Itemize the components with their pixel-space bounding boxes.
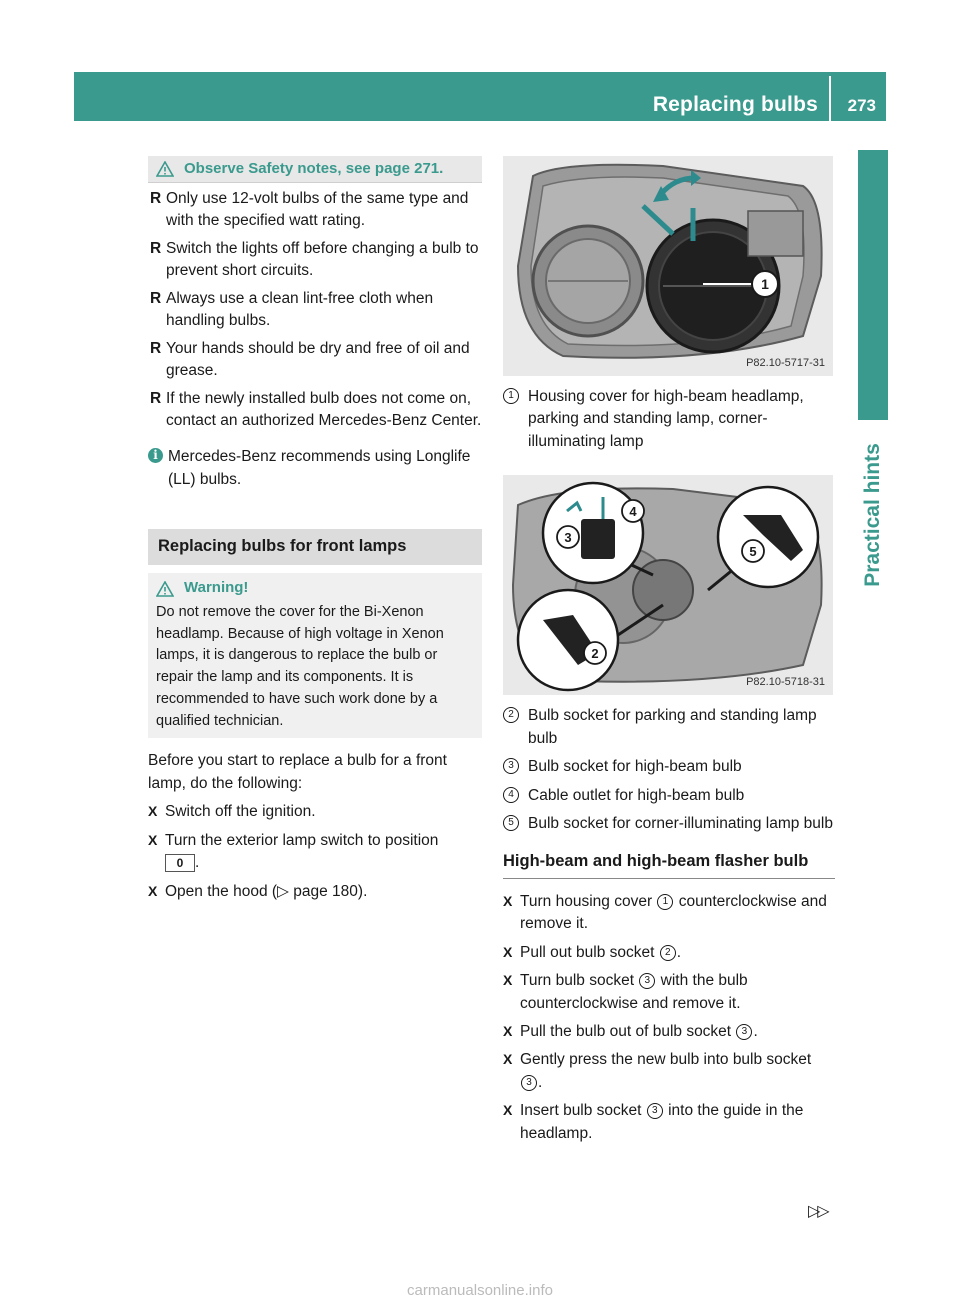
list-item: R If the newly installed bulb does not come on, contact an authorized Mercedes-Benz Center.	[150, 389, 482, 429]
inline-callout: 3	[647, 1103, 663, 1119]
list-item: R Only use 12-volt bulbs of the same type and with the specified watt rating.	[150, 189, 469, 230]
callout-1: 1	[761, 276, 769, 292]
caption-item	[503, 813, 835, 835]
page-header	[74, 72, 886, 121]
step-text-end: .	[676, 943, 682, 961]
list-item: R Switch the lights off before changing a bulb to prevent short circuits.	[150, 239, 479, 280]
warning-box	[148, 573, 482, 738]
info-note	[148, 446, 482, 491]
side-tab	[858, 425, 888, 605]
bulb-socket-illustration	[503, 475, 833, 695]
step-text-end: counterclockwise and remove it.	[520, 892, 827, 933]
info-icon: i	[148, 448, 163, 463]
caption-number: 5	[503, 815, 519, 831]
warning-title-text: Warning!	[184, 579, 249, 597]
bullet-text: Only use 12-volt bulbs of the same type and with the specified watt rating.	[166, 189, 469, 230]
callout-4: 4	[629, 504, 637, 520]
caption-item	[503, 785, 835, 807]
info-text: Mercedes-Benz recommends using Longlife (LL) bulbs.	[168, 448, 471, 488]
step-item: X Turn bulb socket 3 with the bulb counterclockwise and remove it.	[503, 972, 748, 1012]
list-item: R Your hands should be dry and free of oil and grease.	[150, 339, 470, 380]
bullet-text: Your hands should be dry and free of oil and grease.	[166, 339, 470, 380]
step-text: Switch off the ignition.	[165, 803, 316, 821]
step-text: Insert bulb socket	[520, 1102, 642, 1120]
step-item: X Pull out bulb socket 2 .	[503, 943, 682, 961]
step-item: X Pull the bulb out of bulb socket 3 .	[503, 1023, 758, 1041]
caption-number: 4	[503, 787, 519, 803]
step-item: X Switch off the ignition.	[148, 803, 316, 821]
page-number: 273	[847, 96, 876, 115]
callout-2: 2	[591, 646, 599, 662]
step-text: Gently press the new bulb into bulb socket	[520, 1051, 812, 1069]
bullet-text: Always use a clean lint-free cloth when handling bulbs.	[166, 289, 434, 330]
continue-marker: ▷▷	[808, 1203, 827, 1220]
right-column	[503, 156, 835, 1145]
bullet-text: Switch the lights off before changing a bulb to prevent short circuits.	[166, 239, 479, 280]
step-text-end: .	[195, 854, 200, 872]
figure-code: P82.10-5718-31	[746, 676, 825, 689]
step-text-end: .	[538, 1073, 543, 1091]
headlamp-figure-1	[503, 156, 833, 376]
list-item: R Always use a clean lint-free cloth when handling bulbs.	[150, 289, 434, 330]
section-title: Replacing bulbs for front lamps	[148, 529, 482, 565]
step-item: X Turn housing cover 1 counterclockwise and remove it.	[503, 892, 827, 933]
step-text: Turn bulb socket	[520, 972, 635, 990]
caption-number: 3	[503, 758, 519, 774]
site-watermark[interactable]: carmanualsonline.info	[407, 1282, 553, 1299]
safety-note-text: Observe Safety notes, see page 271.	[184, 160, 444, 177]
step-item: X Gently press the new bulb into bulb socket 3 .	[503, 1051, 812, 1091]
headlamp-housing-illustration	[503, 156, 833, 376]
callout-3: 3	[564, 530, 572, 546]
caption-number: 2	[503, 707, 519, 723]
caption-item	[503, 705, 835, 750]
warning-text: Do not remove the cover for the Bi-Xenon headlamp. Because of high voltage in Xenon lamps, it is dangerous to replace the bulb or repair the lamp and its components. It is recommended to have such work done by a qualified technician.	[156, 603, 444, 729]
step-text-end: .	[753, 1023, 758, 1041]
caption-text: Bulb socket for corner-illuminating lamp bulb	[528, 815, 833, 833]
figure-code: P82.10-5717-31	[746, 357, 825, 370]
warning-triangle-icon	[156, 581, 174, 597]
header-title: Replacing bulbs	[652, 93, 818, 116]
caption-item	[503, 386, 835, 453]
caption-number: 1	[503, 388, 519, 404]
bullet-text: If the newly installed bulb does not come on, contact an authorized Mercedes-Benz Center.	[166, 389, 482, 429]
caption-text: Housing cover for high-beam headlamp, parking and standing lamp, corner-illuminating lamp	[528, 388, 804, 450]
inline-callout: 1	[657, 894, 673, 910]
step-item: X Insert bulb socket 3 into the guide in the headlamp.	[503, 1102, 804, 1142]
step-text: Turn the exterior lamp switch to position	[165, 831, 439, 849]
warning-title	[156, 577, 474, 600]
step-text: Pull the bulb out of bulb socket	[520, 1023, 732, 1041]
intro-paragraph: Before you start to replace a bulb for a front lamp, do the following:	[148, 752, 447, 792]
step-text: Pull out bulb socket	[520, 943, 655, 961]
step-text-end: into the guide in the headlamp.	[520, 1102, 804, 1142]
safety-note	[148, 156, 482, 183]
caption-text: Bulb socket for high-beam bulb	[528, 758, 742, 776]
inline-callout: 2	[660, 945, 676, 961]
caption-item	[503, 756, 835, 778]
left-column	[148, 156, 482, 903]
side-tab-label: Practical hints	[860, 443, 884, 587]
procedure-list	[503, 891, 835, 1146]
headlamp-figure-2	[503, 475, 833, 695]
header-separator	[829, 76, 831, 121]
inline-callout: 3	[736, 1024, 752, 1040]
step-text-end: with the bulb counterclockwise and remove it.	[520, 972, 748, 1012]
switch-position-key: 0	[165, 854, 195, 872]
side-tab-block	[858, 150, 888, 420]
subsection-title: High-beam and high-beam flasher bulb	[503, 850, 835, 879]
inline-callout: 3	[521, 1075, 537, 1091]
step-item: X Open the hood (▷ page 180).	[148, 882, 368, 900]
callout-5: 5	[749, 544, 757, 560]
step-text: Turn housing cover	[520, 892, 653, 910]
step-text: Open the hood (▷ page 180).	[165, 882, 368, 900]
caption-text: Cable outlet for high-beam bulb	[528, 786, 745, 804]
inline-callout: 3	[639, 973, 655, 989]
step-item: X Turn the exterior lamp switch to position 0 .	[148, 831, 439, 872]
warning-triangle-icon	[156, 161, 174, 177]
caption-text: Bulb socket for parking and standing lamp bulb	[528, 707, 817, 747]
